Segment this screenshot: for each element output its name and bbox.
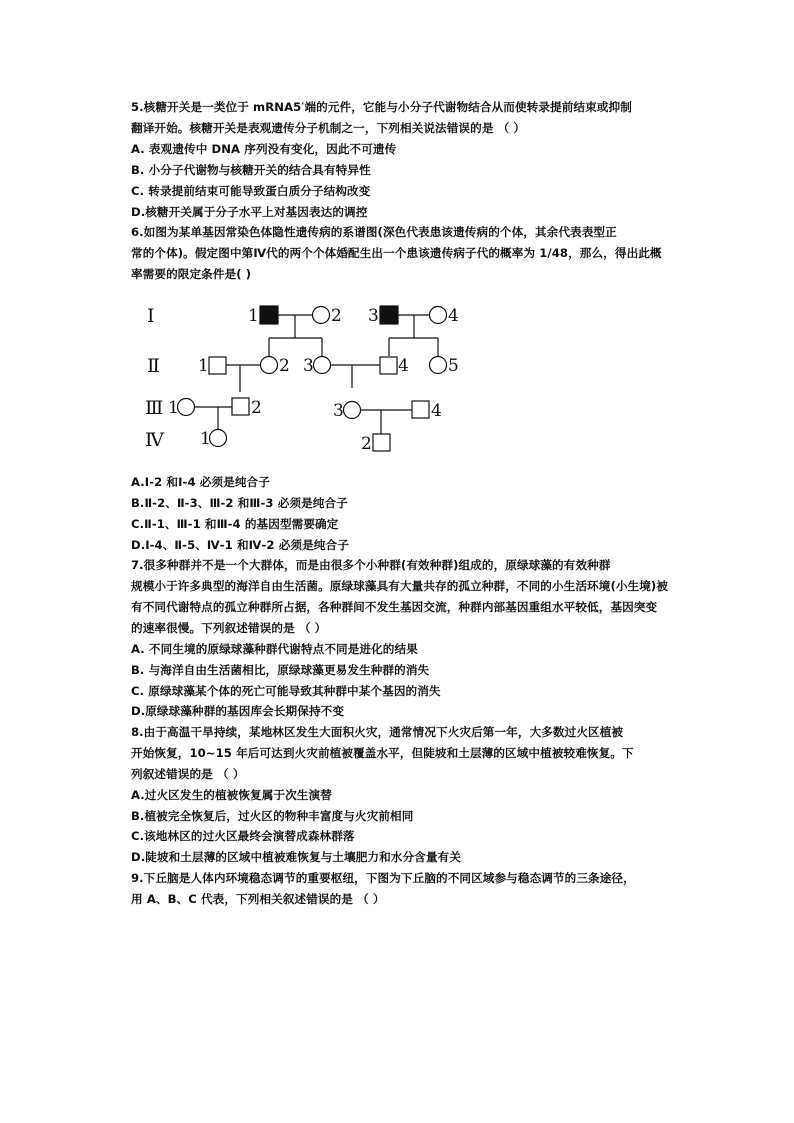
label-II-4: 4: [398, 356, 409, 376]
female-III-3: [344, 402, 361, 419]
pedigree-diagram: [0, 290, 794, 460]
q5-option-c: C. 转录提前结束可能导致蛋白质分子结构改变: [131, 184, 371, 198]
q8-option-a: A.过火区发生的植被恢复属于次生演替: [131, 788, 332, 802]
affected-male-I-3: [380, 306, 398, 324]
q9-stem-line-1: 9.下丘脑是人体内环境稳态调节的重要枢纽，下图为下丘脑的不同区域参与稳态调节的三条途径，: [131, 871, 635, 885]
male-II-4: [380, 357, 397, 374]
label-III-1: 1: [168, 398, 179, 418]
label-III-3: 3: [333, 401, 344, 421]
q8-option-b: B.植被完全恢复后，过火区的物种丰富度与火灾前相同: [131, 809, 414, 823]
label-III-2: 2: [251, 398, 262, 418]
male-III-4: [412, 401, 429, 418]
label-II-3: 3: [303, 356, 314, 376]
q7-option-c: C. 原绿球藻某个体的死亡可能导致其种群中某个基因的消失: [131, 684, 441, 698]
q7-option-a: A. 不同生境的原绿球藻种群代谢特点不同是进化的结果: [131, 642, 418, 656]
q5-stem-line-2: 翻译开始。核糖开关是表观遗传分子机制之一，下列相关说法错误的是 （ ）: [131, 121, 526, 135]
q7-stem-line-2: 规模小于许多典型的海洋自由生活菌。原绿球藻具有大量共存的孤立种群，不同的小生活环境(小生境)被: [131, 579, 669, 593]
label-I-4: 4: [448, 306, 459, 326]
label-I-3: 3: [368, 306, 379, 326]
q5-option-a: A. 表观遗传中 DNA 序列没有变化，因此不可遗传: [131, 142, 397, 156]
label-I-2: 2: [331, 306, 342, 326]
female-II-2: [261, 357, 278, 374]
generation-label-1: Ⅰ: [147, 305, 155, 327]
q8-stem-line-3: 列叙述错误的是 （ ）: [131, 767, 245, 781]
label-III-4: 4: [431, 401, 442, 421]
label-IV-1: 1: [200, 429, 211, 449]
q7-stem-line-3: 有不同代谢特点的孤立种群所占据，各种群间不发生基因交流，种群内部基因重组水平较低，基因突变: [131, 600, 658, 614]
female-I-4: [430, 307, 447, 324]
label-IV-2: 2: [361, 434, 372, 454]
male-II-1: [209, 357, 226, 374]
q8-stem-line-1: 8.由于高温干旱持续，某地林区发生大面积火灾，通常情况下火灾后第一年，大多数过火区植被: [131, 725, 624, 739]
male-III-2: [232, 398, 249, 415]
q8-stem-line-2: 开始恢复，10~15 年后可达到火灾前植被覆盖水平，但陡坡和土层薄的区域中植被较难恢复。下: [131, 746, 634, 760]
q7-option-b: B. 与海洋自由生活菌相比，原绿球藻更易发生种群的消失: [131, 663, 430, 677]
q6-option-b: B.Ⅱ-2、Ⅱ-3、Ⅲ-2 和Ⅲ-3 必须是纯合子: [131, 496, 348, 510]
female-II-5: [430, 357, 447, 374]
generation-label-2: Ⅱ: [147, 355, 160, 377]
male-IV-2: [373, 434, 390, 451]
q7-stem-line-1: 7.很多种群并不是一个大群体，而是由很多个小种群(有效种群)组成的，原绿球藻的有效种群: [131, 558, 611, 572]
q8-option-c: C.该地林区的过火区最终会演替成森林群落: [131, 829, 355, 843]
female-III-1: [178, 399, 195, 416]
q6-option-d: D.Ⅰ-4、Ⅱ-5、Ⅳ-1 和Ⅳ-2 必须是纯合子: [131, 538, 349, 552]
q6-stem-line-2: 常的个体)。假定图中第Ⅳ代的两个个体婚配生出一个患该遗传病子代的概率为 1/48，那么，得出此概: [131, 246, 662, 260]
label-II-2: 2: [279, 356, 290, 376]
q6-stem-line-3: 率需要的限定条件是( ): [131, 267, 252, 281]
generation-label-4: Ⅳ: [145, 429, 164, 451]
female-IV-1: [210, 430, 227, 447]
label-II-5: 5: [448, 356, 459, 376]
q7-stem-line-4: 的速率很慢。下列叙述错误的是 （ ）: [131, 621, 327, 635]
female-I-2: [313, 307, 330, 324]
q6-option-c: C.Ⅱ-1、Ⅲ-1 和Ⅲ-4 的基因型需要确定: [131, 517, 339, 531]
q5-stem-line-1: 5.核糖开关是一类位于 mRNA5′端的元件，它能与小分子代谢物结合从而使转录提前结束或抑制: [131, 100, 632, 114]
q9-stem-line-2: 用 A、B、C 代表，下列相关叙述错误的是 （ ）: [131, 892, 385, 906]
label-I-1: 1: [248, 306, 259, 326]
affected-male-I-1: [260, 306, 278, 324]
label-II-1: 1: [198, 356, 209, 376]
female-II-3: [314, 357, 331, 374]
q7-option-d: D.原绿球藻种群的基因库会长期保持不变: [131, 704, 345, 718]
q5-option-b: B. 小分子代谢物与核糖开关的结合具有特异性: [131, 163, 371, 177]
generation-label-3: Ⅲ: [145, 397, 164, 419]
q8-option-d: D.陡坡和土层薄的区域中植被难恢复与土壤肥力和水分含量有关: [131, 850, 461, 864]
q6-option-a: A.Ⅰ-2 和Ⅰ-4 必须是纯合子: [131, 475, 270, 489]
q6-stem-line-1: 6.如图为某单基因常染色体隐性遗传病的系谱图(深色代表患该遗传病的个体，其余代表表型正: [131, 225, 617, 239]
q5-option-d: D.核糖开关属于分子水平上对基因表达的调控: [131, 205, 368, 219]
